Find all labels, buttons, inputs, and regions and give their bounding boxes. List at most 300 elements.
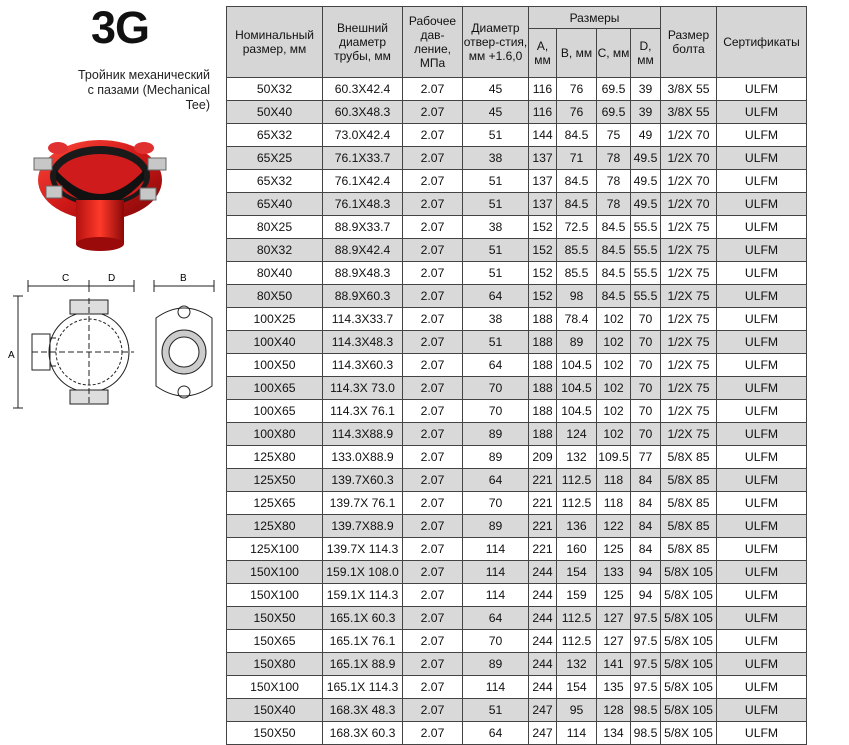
cell-hole-diameter: 64 [463, 722, 529, 745]
cell-dim-a: 188 [529, 308, 557, 331]
cell-dim-c: 102 [597, 423, 631, 446]
cell-hole-diameter: 51 [463, 124, 529, 147]
cell-bolt-size: 1/2X 75 [661, 423, 717, 446]
table-row [227, 285, 807, 308]
cell-dim-b: 78.4 [557, 308, 597, 331]
cell-dim-d: 97.5 [631, 607, 661, 630]
cell-hole-diameter: 38 [463, 216, 529, 239]
header-dim-a: A, мм [529, 29, 557, 78]
cell-bolt-size: 3/8X 55 [661, 78, 717, 101]
cell-certificates: ULFM [717, 308, 807, 331]
cell-nominal: 150X100 [227, 676, 323, 699]
label-b: B [180, 273, 187, 284]
table-row [227, 331, 807, 354]
header-dimensions: Размеры [529, 7, 661, 29]
cell-certificates: ULFM [717, 446, 807, 469]
table-row [227, 101, 807, 124]
cell-certificates: ULFM [717, 285, 807, 308]
cell-hole-diameter: 64 [463, 607, 529, 630]
cell-bolt-size: 5/8X 105 [661, 699, 717, 722]
cell-nominal: 100X40 [227, 331, 323, 354]
cell-dim-a: 247 [529, 699, 557, 722]
cell-dim-a: 221 [529, 492, 557, 515]
table-row [227, 492, 807, 515]
cell-dim-d: 39 [631, 101, 661, 124]
cell-dim-d: 70 [631, 331, 661, 354]
cell-dim-b: 85.5 [557, 239, 597, 262]
mechanical-tee-photo [28, 118, 188, 268]
cell-dim-d: 49.5 [631, 147, 661, 170]
table-row [227, 653, 807, 676]
cell-dim-c: 78 [597, 170, 631, 193]
table-row [227, 147, 807, 170]
cell-dim-b: 160 [557, 538, 597, 561]
cell-bolt-size: 3/8X 55 [661, 101, 717, 124]
cell-hole-diameter: 114 [463, 561, 529, 584]
table-row [227, 561, 807, 584]
cell-dim-b: 154 [557, 676, 597, 699]
cell-certificates: ULFM [717, 262, 807, 285]
cell-dim-a: 244 [529, 653, 557, 676]
model-title: 3G [90, 2, 150, 53]
cell-nominal: 150X80 [227, 653, 323, 676]
cell-bolt-size: 1/2X 70 [661, 193, 717, 216]
caption-line: Тройник механический [77, 68, 210, 82]
cell-outer-diameter: 60.3X42.4 [323, 78, 403, 101]
header-certificates: Сертификаты [717, 7, 807, 78]
header-dim-c: C, мм [597, 29, 631, 78]
cell-outer-diameter: 73.0X42.4 [323, 124, 403, 147]
cell-dim-d: 55.5 [631, 239, 661, 262]
table-row [227, 354, 807, 377]
cell-certificates: ULFM [717, 216, 807, 239]
cell-nominal: 125X100 [227, 538, 323, 561]
cell-outer-diameter: 76.1X48.3 [323, 193, 403, 216]
cell-outer-diameter: 165.1X 114.3 [323, 676, 403, 699]
cell-certificates: ULFM [717, 469, 807, 492]
cell-dim-d: 84 [631, 538, 661, 561]
cell-nominal: 150X100 [227, 561, 323, 584]
cell-outer-diameter: 88.9X42.4 [323, 239, 403, 262]
cell-certificates: ULFM [717, 78, 807, 101]
cell-dim-a: 152 [529, 285, 557, 308]
header-dim-b: B, мм [557, 29, 597, 78]
cell-certificates: ULFM [717, 193, 807, 216]
cell-nominal: 65X32 [227, 124, 323, 147]
header-hole-diameter: Диаметр отвер-стия, мм +1.6,0 [463, 7, 529, 78]
cell-dim-b: 85.5 [557, 262, 597, 285]
cell-nominal: 65X40 [227, 193, 323, 216]
cell-pressure: 2.07 [403, 78, 463, 101]
cell-certificates: ULFM [717, 331, 807, 354]
cell-bolt-size: 5/8X 105 [661, 653, 717, 676]
cell-nominal: 50X40 [227, 101, 323, 124]
cell-bolt-size: 1/2X 75 [661, 308, 717, 331]
cell-dim-b: 114 [557, 722, 597, 745]
cell-pressure: 2.07 [403, 170, 463, 193]
cell-dim-b: 136 [557, 515, 597, 538]
cell-nominal: 100X80 [227, 423, 323, 446]
cell-certificates: ULFM [717, 124, 807, 147]
table-row [227, 124, 807, 147]
cell-dim-b: 132 [557, 653, 597, 676]
cell-dim-d: 55.5 [631, 285, 661, 308]
cell-dim-c: 135 [597, 676, 631, 699]
cell-hole-diameter: 70 [463, 377, 529, 400]
cell-dim-b: 112.5 [557, 492, 597, 515]
cell-pressure: 2.07 [403, 538, 463, 561]
cell-hole-diameter: 45 [463, 78, 529, 101]
cell-outer-diameter: 76.1X42.4 [323, 170, 403, 193]
cell-bolt-size: 5/8X 105 [661, 722, 717, 745]
header-outer-diameter: Внешний диаметр трубы, мм [323, 7, 403, 78]
cell-dim-b: 84.5 [557, 124, 597, 147]
cell-nominal: 150X50 [227, 607, 323, 630]
cell-outer-diameter: 88.9X48.3 [323, 262, 403, 285]
cell-outer-diameter: 76.1X33.7 [323, 147, 403, 170]
cell-nominal: 125X50 [227, 469, 323, 492]
cell-bolt-size: 1/2X 75 [661, 400, 717, 423]
cell-dim-a: 188 [529, 331, 557, 354]
table-row [227, 469, 807, 492]
cell-dim-b: 112.5 [557, 607, 597, 630]
cell-certificates: ULFM [717, 101, 807, 124]
cell-pressure: 2.07 [403, 561, 463, 584]
cell-dim-a: 244 [529, 584, 557, 607]
cell-dim-c: 69.5 [597, 78, 631, 101]
cell-dim-c: 78 [597, 193, 631, 216]
cell-dim-a: 137 [529, 147, 557, 170]
cell-dim-a: 221 [529, 538, 557, 561]
cell-dim-d: 84 [631, 469, 661, 492]
cell-dim-a: 188 [529, 423, 557, 446]
cell-bolt-size: 5/8X 105 [661, 630, 717, 653]
cell-pressure: 2.07 [403, 400, 463, 423]
cell-outer-diameter: 139.7X 76.1 [323, 492, 403, 515]
cell-dim-c: 78 [597, 147, 631, 170]
cell-outer-diameter: 165.1X 76.1 [323, 630, 403, 653]
cell-bolt-size: 5/8X 105 [661, 607, 717, 630]
cell-bolt-size: 1/2X 70 [661, 170, 717, 193]
cell-dim-b: 84.5 [557, 193, 597, 216]
cell-dim-a: 188 [529, 354, 557, 377]
cell-outer-diameter: 139.7X88.9 [323, 515, 403, 538]
cell-pressure: 2.07 [403, 630, 463, 653]
cell-dim-b: 95 [557, 699, 597, 722]
cell-pressure: 2.07 [403, 331, 463, 354]
cell-dim-a: 244 [529, 607, 557, 630]
table-row [227, 239, 807, 262]
cell-dim-d: 70 [631, 354, 661, 377]
cell-dim-d: 84 [631, 492, 661, 515]
cell-pressure: 2.07 [403, 193, 463, 216]
header-dim-d: D, мм [631, 29, 661, 78]
cell-outer-diameter: 159.1X 108.0 [323, 561, 403, 584]
cell-dim-d: 77 [631, 446, 661, 469]
cell-certificates: ULFM [717, 147, 807, 170]
cell-certificates: ULFM [717, 239, 807, 262]
cell-bolt-size: 1/2X 70 [661, 124, 717, 147]
cell-bolt-size: 5/8X 85 [661, 446, 717, 469]
cell-dim-b: 112.5 [557, 469, 597, 492]
cell-dim-b: 154 [557, 561, 597, 584]
cell-bolt-size: 1/2X 75 [661, 216, 717, 239]
cell-hole-diameter: 51 [463, 170, 529, 193]
cell-dim-c: 69.5 [597, 101, 631, 124]
table-row [227, 193, 807, 216]
cell-dim-d: 39 [631, 78, 661, 101]
cell-dim-c: 125 [597, 538, 631, 561]
cell-outer-diameter: 168.3X 48.3 [323, 699, 403, 722]
cell-dim-a: 244 [529, 676, 557, 699]
cell-certificates: ULFM [717, 699, 807, 722]
cell-dim-a: 221 [529, 515, 557, 538]
cell-pressure: 2.07 [403, 124, 463, 147]
cell-hole-diameter: 51 [463, 239, 529, 262]
cell-hole-diameter: 114 [463, 538, 529, 561]
label-a: A [8, 350, 15, 361]
cell-hole-diameter: 64 [463, 469, 529, 492]
specifications-table [226, 6, 807, 745]
cell-dim-a: 116 [529, 78, 557, 101]
cell-hole-diameter: 89 [463, 653, 529, 676]
cell-bolt-size: 1/2X 70 [661, 147, 717, 170]
table-row [227, 262, 807, 285]
cell-dim-c: 102 [597, 400, 631, 423]
cell-dim-b: 76 [557, 78, 597, 101]
cell-pressure: 2.07 [403, 699, 463, 722]
cell-pressure: 2.07 [403, 216, 463, 239]
cell-dim-c: 128 [597, 699, 631, 722]
cell-pressure: 2.07 [403, 584, 463, 607]
cell-hole-diameter: 64 [463, 354, 529, 377]
product-panel [0, 0, 226, 741]
table-row [227, 78, 807, 101]
cell-pressure: 2.07 [403, 423, 463, 446]
table-row [227, 699, 807, 722]
table-row [227, 607, 807, 630]
cell-dim-b: 89 [557, 331, 597, 354]
cell-bolt-size: 5/8X 85 [661, 515, 717, 538]
cell-dim-c: 109.5 [597, 446, 631, 469]
cell-outer-diameter: 165.1X 88.9 [323, 653, 403, 676]
cell-hole-diameter: 51 [463, 262, 529, 285]
cell-pressure: 2.07 [403, 722, 463, 745]
cell-dim-a: 209 [529, 446, 557, 469]
header-nominal: Номинальный размер, мм [227, 7, 323, 78]
cell-certificates: ULFM [717, 538, 807, 561]
cell-dim-a: 247 [529, 722, 557, 745]
cell-nominal: 150X50 [227, 722, 323, 745]
cell-certificates: ULFM [717, 515, 807, 538]
cell-hole-diameter: 38 [463, 308, 529, 331]
cell-certificates: ULFM [717, 400, 807, 423]
cell-outer-diameter: 114.3X60.3 [323, 354, 403, 377]
cell-dim-c: 75 [597, 124, 631, 147]
cell-nominal: 125X80 [227, 515, 323, 538]
caption-line: Tee) [185, 98, 210, 112]
cell-hole-diameter: 38 [463, 147, 529, 170]
cell-dim-d: 70 [631, 308, 661, 331]
cell-certificates: ULFM [717, 584, 807, 607]
cell-certificates: ULFM [717, 377, 807, 400]
cell-certificates: ULFM [717, 630, 807, 653]
table-row [227, 377, 807, 400]
cell-nominal: 125X80 [227, 446, 323, 469]
cell-dim-c: 102 [597, 308, 631, 331]
cell-hole-diameter: 89 [463, 446, 529, 469]
cell-dim-a: 144 [529, 124, 557, 147]
cell-dim-d: 97.5 [631, 653, 661, 676]
cell-nominal: 80X32 [227, 239, 323, 262]
cell-bolt-size: 5/8X 85 [661, 538, 717, 561]
cell-bolt-size: 1/2X 75 [661, 331, 717, 354]
cell-nominal: 150X40 [227, 699, 323, 722]
dimension-drawing [4, 268, 224, 418]
cell-hole-diameter: 114 [463, 584, 529, 607]
cell-dim-a: 116 [529, 101, 557, 124]
cell-pressure: 2.07 [403, 607, 463, 630]
cell-pressure: 2.07 [403, 262, 463, 285]
table-row [227, 538, 807, 561]
cell-certificates: ULFM [717, 722, 807, 745]
cell-dim-a: 152 [529, 262, 557, 285]
cell-dim-c: 118 [597, 469, 631, 492]
cell-bolt-size: 1/2X 75 [661, 262, 717, 285]
cell-pressure: 2.07 [403, 308, 463, 331]
cell-bolt-size: 1/2X 75 [661, 377, 717, 400]
table-row [227, 630, 807, 653]
cell-outer-diameter: 88.9X33.7 [323, 216, 403, 239]
cell-dim-d: 94 [631, 561, 661, 584]
cell-certificates: ULFM [717, 676, 807, 699]
table-row [227, 676, 807, 699]
cell-bolt-size: 1/2X 75 [661, 354, 717, 377]
cell-certificates: ULFM [717, 492, 807, 515]
cell-dim-d: 55.5 [631, 262, 661, 285]
table-row [227, 400, 807, 423]
cell-certificates: ULFM [717, 423, 807, 446]
cell-pressure: 2.07 [403, 377, 463, 400]
cell-pressure: 2.07 [403, 515, 463, 538]
cell-dim-b: 84.5 [557, 170, 597, 193]
cell-pressure: 2.07 [403, 653, 463, 676]
cell-dim-c: 84.5 [597, 262, 631, 285]
cell-dim-c: 102 [597, 331, 631, 354]
cell-outer-diameter: 60.3X48.3 [323, 101, 403, 124]
cell-outer-diameter: 114.3X 73.0 [323, 377, 403, 400]
cell-nominal: 150X65 [227, 630, 323, 653]
cell-hole-diameter: 70 [463, 400, 529, 423]
cell-nominal: 150X100 [227, 584, 323, 607]
cell-dim-a: 188 [529, 400, 557, 423]
cell-pressure: 2.07 [403, 469, 463, 492]
cell-dim-c: 84.5 [597, 216, 631, 239]
cell-outer-diameter: 168.3X 60.3 [323, 722, 403, 745]
cell-dim-d: 94 [631, 584, 661, 607]
cell-nominal: 125X65 [227, 492, 323, 515]
cell-dim-b: 124 [557, 423, 597, 446]
cell-dim-b: 132 [557, 446, 597, 469]
cell-dim-b: 98 [557, 285, 597, 308]
cell-dim-d: 97.5 [631, 676, 661, 699]
table-row [227, 515, 807, 538]
cell-outer-diameter: 159.1X 114.3 [323, 584, 403, 607]
cell-certificates: ULFM [717, 354, 807, 377]
cell-dim-d: 84 [631, 515, 661, 538]
table-row [227, 584, 807, 607]
header-bolt-size: Размер болта [661, 7, 717, 78]
cell-hole-diameter: 70 [463, 492, 529, 515]
cell-nominal: 65X25 [227, 147, 323, 170]
cell-bolt-size: 5/8X 105 [661, 584, 717, 607]
cell-dim-d: 49 [631, 124, 661, 147]
cell-dim-c: 118 [597, 492, 631, 515]
cell-dim-c: 133 [597, 561, 631, 584]
cell-dim-d: 55.5 [631, 216, 661, 239]
cell-nominal: 50X32 [227, 78, 323, 101]
cell-dim-a: 244 [529, 630, 557, 653]
cell-dim-c: 84.5 [597, 285, 631, 308]
cell-hole-diameter: 45 [463, 101, 529, 124]
cell-pressure: 2.07 [403, 676, 463, 699]
cell-outer-diameter: 114.3X 76.1 [323, 400, 403, 423]
cell-certificates: ULFM [717, 170, 807, 193]
cell-dim-c: 102 [597, 354, 631, 377]
table-row [227, 308, 807, 331]
cell-nominal: 100X25 [227, 308, 323, 331]
cell-bolt-size: 5/8X 105 [661, 676, 717, 699]
cell-dim-a: 137 [529, 170, 557, 193]
cell-certificates: ULFM [717, 653, 807, 676]
cell-dim-c: 134 [597, 722, 631, 745]
cell-outer-diameter: 139.7X 114.3 [323, 538, 403, 561]
cell-dim-d: 98.5 [631, 722, 661, 745]
cell-dim-b: 76 [557, 101, 597, 124]
cell-dim-d: 70 [631, 423, 661, 446]
cell-nominal: 100X65 [227, 377, 323, 400]
cell-pressure: 2.07 [403, 492, 463, 515]
cell-dim-d: 70 [631, 377, 661, 400]
cell-pressure: 2.07 [403, 285, 463, 308]
cell-bolt-size: 5/8X 105 [661, 561, 717, 584]
cell-bolt-size: 1/2X 75 [661, 285, 717, 308]
cell-dim-b: 104.5 [557, 354, 597, 377]
label-d: D [108, 273, 116, 284]
cell-pressure: 2.07 [403, 239, 463, 262]
cell-certificates: ULFM [717, 607, 807, 630]
cell-dim-c: 141 [597, 653, 631, 676]
table-row [227, 446, 807, 469]
cell-dim-c: 84.5 [597, 239, 631, 262]
cell-dim-a: 152 [529, 216, 557, 239]
cell-nominal: 100X65 [227, 400, 323, 423]
cell-dim-d: 49.5 [631, 193, 661, 216]
cell-hole-diameter: 89 [463, 515, 529, 538]
cell-hole-diameter: 51 [463, 699, 529, 722]
cell-outer-diameter: 165.1X 60.3 [323, 607, 403, 630]
cell-nominal: 80X50 [227, 285, 323, 308]
cell-bolt-size: 5/8X 85 [661, 469, 717, 492]
table-row [227, 423, 807, 446]
cell-nominal: 80X25 [227, 216, 323, 239]
cell-dim-a: 244 [529, 561, 557, 584]
cell-pressure: 2.07 [403, 354, 463, 377]
cell-dim-b: 112.5 [557, 630, 597, 653]
cell-hole-diameter: 51 [463, 193, 529, 216]
cell-outer-diameter: 114.3X33.7 [323, 308, 403, 331]
cell-hole-diameter: 89 [463, 423, 529, 446]
